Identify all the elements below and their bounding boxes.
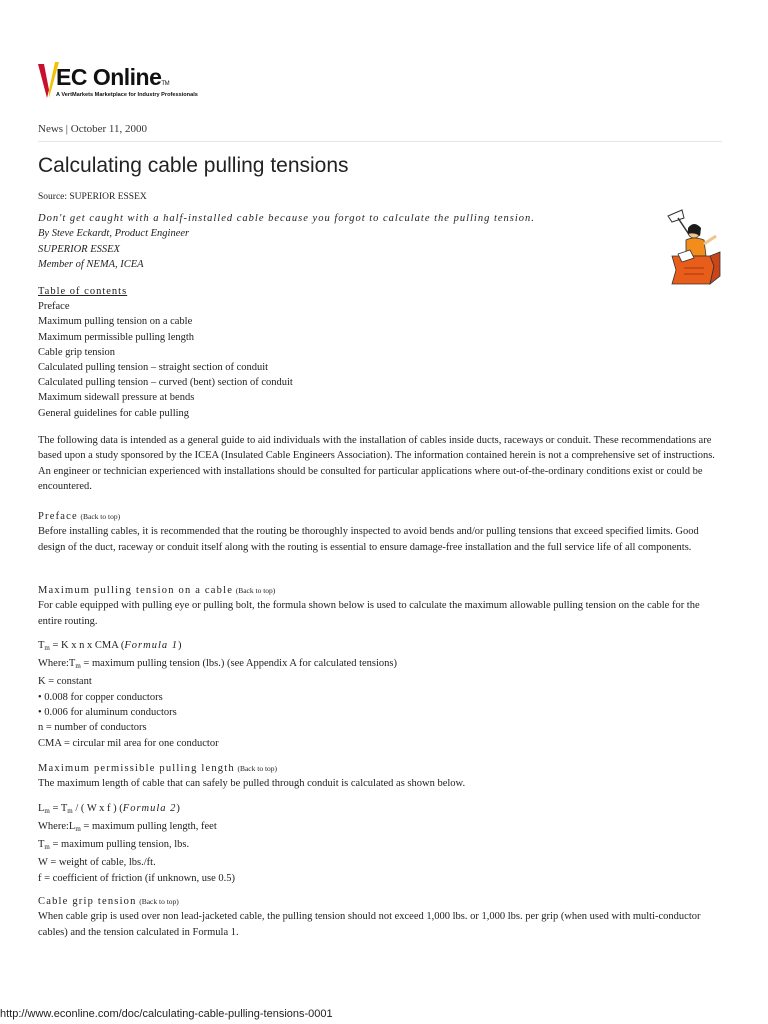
divider [38,141,722,142]
formula-symbol: T [38,639,45,651]
formula-symbol: T [38,839,45,851]
back-to-top-link[interactable]: (Back to top) [235,586,276,595]
formula-1-copper: • 0.008 for copper conductors [38,691,163,703]
grip-text: When cable grip is used over non lead-jacketed cable, the pulling tension should not exceed 1,000 lbs. or 1,000 lbs. per grip (when used with multi-conductor cables) and the tension calculated in Formula 1. [38,911,701,938]
formula-close: ) [176,802,180,814]
page-url: http://www.econline.com/doc/calculating-cable-pulling-tensions-0001 [0,1008,333,1020]
toc-link-straight-section[interactable]: Calculated pulling tension – straight section of conduit [38,362,269,374]
toc-link-curved-section[interactable]: Calculated pulling tension – curved (bent) section of conduit [38,377,293,389]
toc-link-general-guidelines[interactable]: General guidelines for cable pulling [38,407,190,419]
formula-subscript: m [44,843,50,852]
toc-link-preface[interactable]: Preface [38,301,70,313]
formula-close: ) [177,639,182,651]
toc-link-max-pulling-length[interactable]: Maximum permissible pulling length [38,331,195,343]
section-heading-preface: Preface [38,511,78,522]
formula-1-cma: CMA = circular mil area for one conductor [38,737,219,749]
section-heading-cable-grip-tension: Cable grip tension [38,896,137,907]
max-length-text: The maximum length of cable that can safely be pulled through conduit is calculated as shown below. [38,778,466,790]
logo-wordmark [56,64,169,91]
article-meta: News | October 11, 2000 [38,123,148,135]
table-of-contents [38,284,293,421]
toc-link-sidewall-pressure[interactable]: Maximum sidewall pressure at bends [38,392,195,404]
section-cable-grip-tension [38,894,722,940]
intro-paragraph [38,433,722,494]
formula-symbol: L [68,820,76,832]
byline [38,211,535,272]
formula-2-rhs: / ( W x f ) ( [72,802,123,814]
formula-symbol: T [68,658,76,670]
formula-1-aluminum: • 0.006 for aluminum conductors [38,707,177,719]
formula-2-mid: = T [49,802,68,814]
toc-link-cable-grip-tension[interactable]: Cable grip tension [38,346,115,358]
where-text: = maximum pulling tension (lbs.) (see Appendix A for calculated tensions) [80,658,397,670]
byline-author: By Steve Eckardt, Product Engineer [38,228,190,240]
where-label: Where: [38,820,69,832]
intro-text: The following data is intended as a general guide to aid individuals with the installation of cables inside ducts, raceways or conduit. These recommendations are based upon a study sponsored by the ICEA (Insulated Cable Engineers Association). The information contained herein is not a comprehensive set of instructions. An engineer or technician experienced with installations should be consulted for particular applications where out-of-the-ordinary conditions exist or could be encountered. [38,435,715,492]
formula-symbol: L [38,802,45,814]
formula-2-name: Formula 2 [122,802,177,814]
ec-online-logo[interactable] [38,60,238,104]
back-to-top-link[interactable]: (Back to top) [237,764,278,773]
byline-lead: Don't get caught with a half-installed cable because you forgot to calculate the pulling tension. [38,213,535,224]
logo-tagline: A VertMarkets Marketplace for Industry Professionals [56,92,198,98]
formula-2 [38,801,722,819]
back-to-top-link[interactable]: (Back to top) [139,897,179,906]
formula-1-where [38,656,722,674]
article-source: Source: SUPERIOR ESSEX [38,192,147,202]
worker-illustration-icon [664,206,722,288]
formula-2-where [38,819,722,837]
byline-company: SUPERIOR ESSEX [38,243,120,255]
section-heading-max-pulling-length: Maximum permissible pulling length [38,763,235,774]
byline-member: Member of NEMA, ICEA [38,258,144,270]
formula-subscript: m [75,824,81,833]
t-text: = maximum pulling tension, lbs. [49,839,190,851]
back-to-top-link[interactable]: (Back to top) [80,512,121,521]
formula-subscript: m [44,806,50,815]
preface-text: Before installing cables, it is recommended that the routing be thoroughly inspected to avoid bends and/or pulling tensions that exceed specified limits. Good design of the duct, raceway or conduit itself along with the routing is essential to ensure damage-free installation and the full service life of all components. [38,526,699,553]
formula-2-f: f = coefficient of friction (if unknown, use 0.5) [38,872,236,884]
logo-tm: TM [161,81,170,87]
toc-link-max-pulling-tension[interactable]: Maximum pulling tension on a cable [38,316,193,328]
formula-subscript: m [75,662,81,671]
formula-1-rhs: = K x n x CMA ( [49,639,125,651]
section-preface [38,509,722,555]
where-text: = maximum pulling length, feet [80,820,217,832]
formula-subscript: m [44,643,50,652]
formula-1 [38,638,722,656]
section-heading-max-pulling-tension: Maximum pulling tension on a cable [38,585,234,596]
max-tension-text: For cable equipped with pulling eye or pulling bolt, the formula shown below is used to calculate the maximum allowable pulling tension on the cable for the entire routing. [38,600,700,627]
page-title: Calculating cable pulling tensions [38,154,349,177]
where-label: Where: [38,658,69,670]
formula-subscript: m [67,806,73,815]
formula-2-t [38,837,722,855]
section-max-pulling-tension [38,583,722,751]
logo-name: EC Online [56,64,162,90]
formula-1-name: Formula 1 [124,639,178,651]
section-max-pulling-length [38,761,722,886]
formula-2-w: W = weight of cable, lbs./ft. [38,857,156,869]
formula-1-k: K = constant [38,676,92,688]
formula-1-n: n = number of conductors [38,722,147,734]
toc-heading: Table of contents [38,286,128,297]
